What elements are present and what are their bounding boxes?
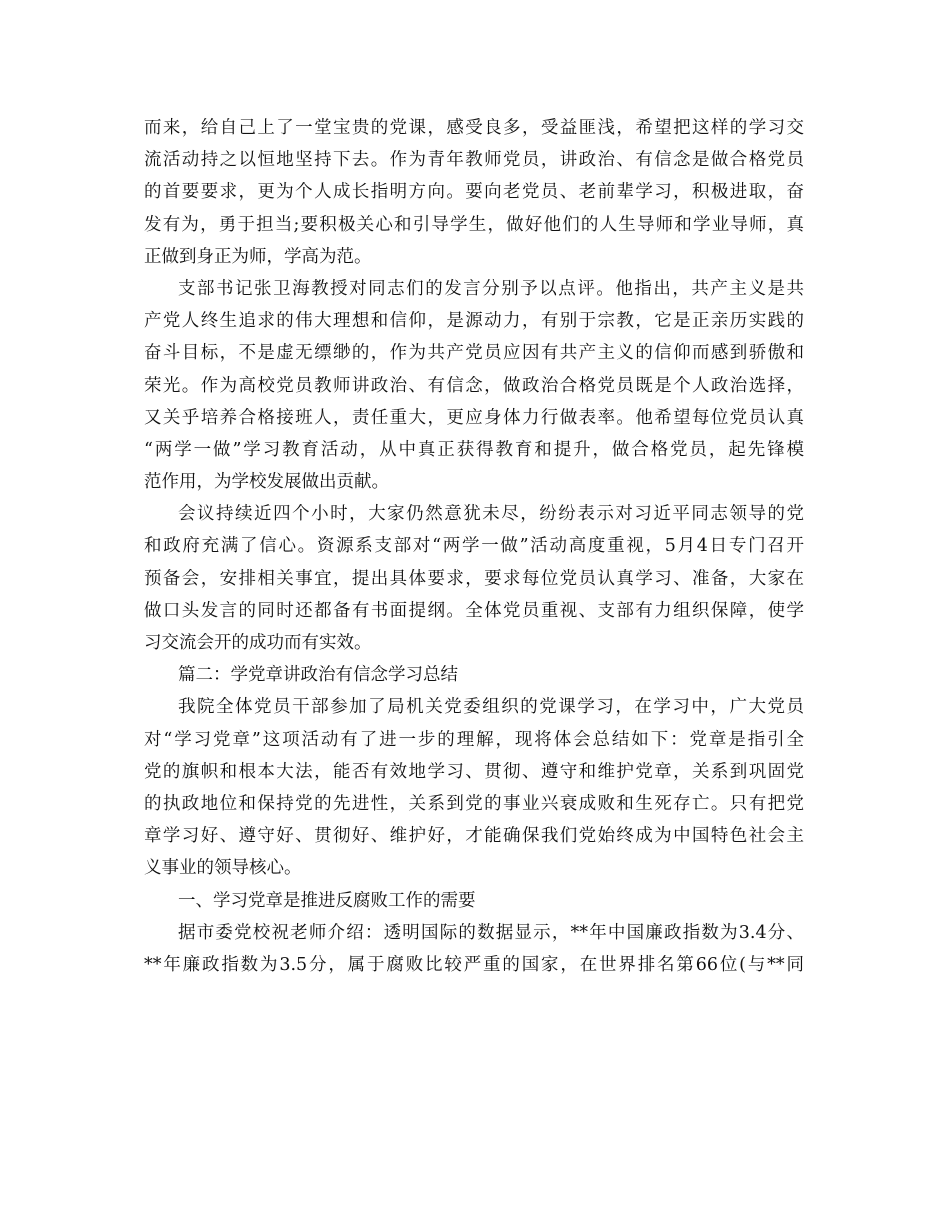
text-line: 会议持续近四个小时，大家仍然意犹未尽，纷纷表示对习近平同志领导的党 bbox=[178, 504, 804, 525]
text-line: 义事业的领导核心。 bbox=[144, 858, 302, 879]
text-line: 范作用，为学校发展做出贡献。 bbox=[144, 472, 389, 493]
text-line: 习交流会开的成功而有实效。 bbox=[144, 633, 372, 653]
text-line: 据市委党校祝老师介绍：透明国际的数据显示，**年中国廉政指数为3.4分、 bbox=[178, 922, 804, 943]
text-line: 奋斗目标，不是虚无缥缈的，作为共产党员应因有共产主义的信仰而感到骄傲和 bbox=[144, 343, 804, 364]
text-line: 产党人终生追求的伟大理想和信仰，是源动力，有别于宗教，它是正亲历实践的 bbox=[144, 311, 804, 332]
text-line: 又关乎培养合格接班人，责任重大，更应身体力行做表率。他希望每位党员认真 bbox=[144, 407, 804, 428]
text-line: 一、学习党章是推进反腐败工作的需要 bbox=[178, 890, 476, 911]
text-line: 发有为，勇于担当;要积极关心和引导学生，做好他们的人生导师和学业导师，真 bbox=[144, 214, 804, 235]
text-line: 和政府充满了信心。资源系支部对“两学一做”活动高度重视，5月4日专门召开 bbox=[144, 536, 804, 557]
text-line: 的执政地位和保持党的先进性，关系到党的事业兴衰成败和生死存亡。只有把党 bbox=[144, 793, 804, 814]
text-line: 的首要要求，更为个人成长指明方向。要向老党员、老前辈学习，积极进取，奋 bbox=[144, 182, 804, 203]
text-line: 正做到身正为师，学高为范。 bbox=[144, 246, 372, 267]
text-line: 我院全体党员干部参加了局机关党委组织的党课学习，在学习中，广大党员 bbox=[178, 697, 804, 718]
text-line: 章学习好、遵守好、贯彻好、维护好，才能确保我们党始终成为中国特色社会主 bbox=[144, 826, 804, 847]
text-line: 流活动持之以恒地坚持下去。作为青年教师党员，讲政治、有信念是做合格党员 bbox=[144, 150, 804, 171]
text-line: **年廉政指数为3.5分，属于腐败比较严重的国家，在世界排名第66位(与**同 bbox=[144, 954, 804, 975]
text-line: 党的旗帜和根本大法，能否有效地学习、贯彻、遵守和维护党章，关系到巩固党 bbox=[144, 761, 804, 782]
text-line: 支部书记张卫海教授对同志们的发言分别予以点评。他指出，共产主义是共 bbox=[178, 278, 804, 299]
body-text bbox=[144, 112, 804, 981]
text-line: 篇二：学党章讲政治有信念学习总结 bbox=[178, 665, 458, 686]
text-line: 做口头发言的同时还都备有书面提纲。全体党员重视、支部有力组织保障，使学 bbox=[144, 600, 804, 621]
text-line: 预备会，安排相关事宜，提出具体要求，要求每位党员认真学习、准备，大家在 bbox=[144, 568, 804, 589]
text-line: “两学一做”学习教育活动，从中真正获得教育和提升，做合格党员，起先锋模 bbox=[144, 439, 804, 460]
text-line: 而来，给自己上了一堂宝贵的党课，感受良多，受益匪浅，希望把这样的学习交 bbox=[144, 118, 804, 138]
text-line: 荣光。作为高校党员教师讲政治、有信念，做政治合格党员既是个人政治选择， bbox=[144, 375, 804, 396]
text-line: 对“学习党章”这项活动有了进一步的理解，现将体会总结如下：党章是指引全 bbox=[144, 729, 804, 750]
